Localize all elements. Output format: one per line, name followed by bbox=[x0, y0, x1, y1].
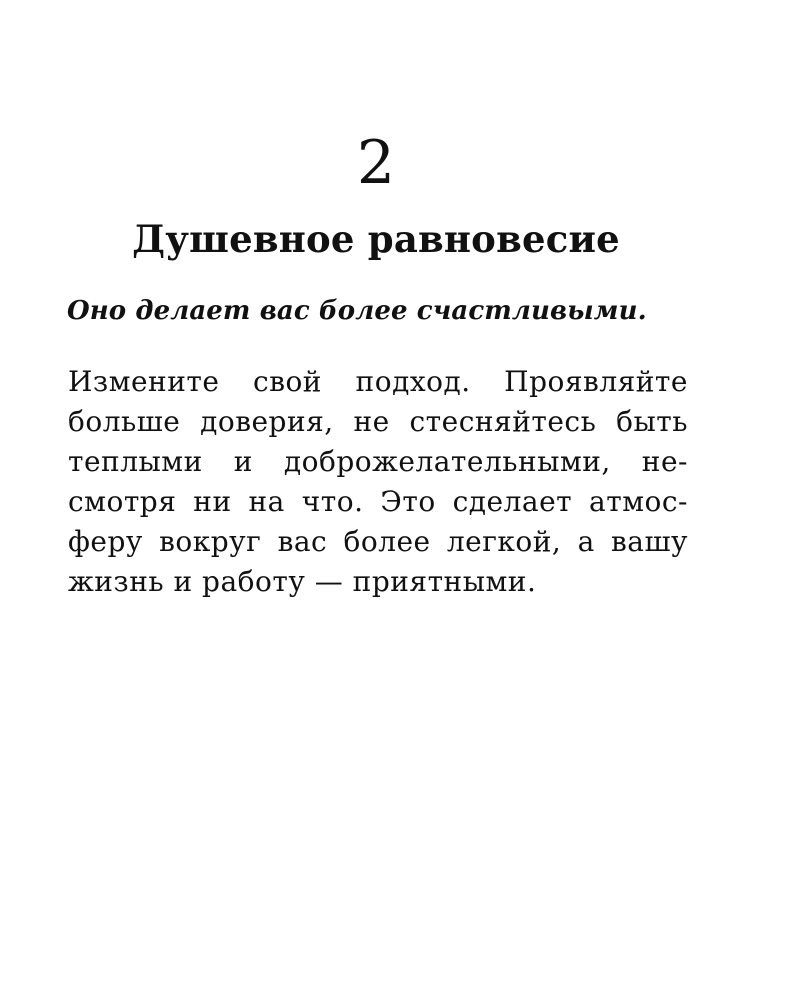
body-line: Измените свой подход. Проявляйте bbox=[68, 365, 688, 398]
chapter-number: 2 bbox=[356, 128, 396, 198]
body-line: теплыми и доброжелательными, не- bbox=[68, 445, 688, 478]
body-line: жизнь и работу — приятными. bbox=[68, 565, 537, 598]
body-paragraph bbox=[68, 362, 688, 602]
chapter-title: Душевное равновесие bbox=[132, 217, 620, 261]
body-line: смотря ни на что. Это сделает атмос- bbox=[68, 485, 688, 518]
body-line: больше доверия, не стесняйтесь быть bbox=[68, 405, 688, 438]
body-line: феру вокруг вас более легкой, а вашу bbox=[68, 525, 688, 558]
chapter-subtitle: Оно делает вас более счастливыми. bbox=[67, 296, 647, 326]
